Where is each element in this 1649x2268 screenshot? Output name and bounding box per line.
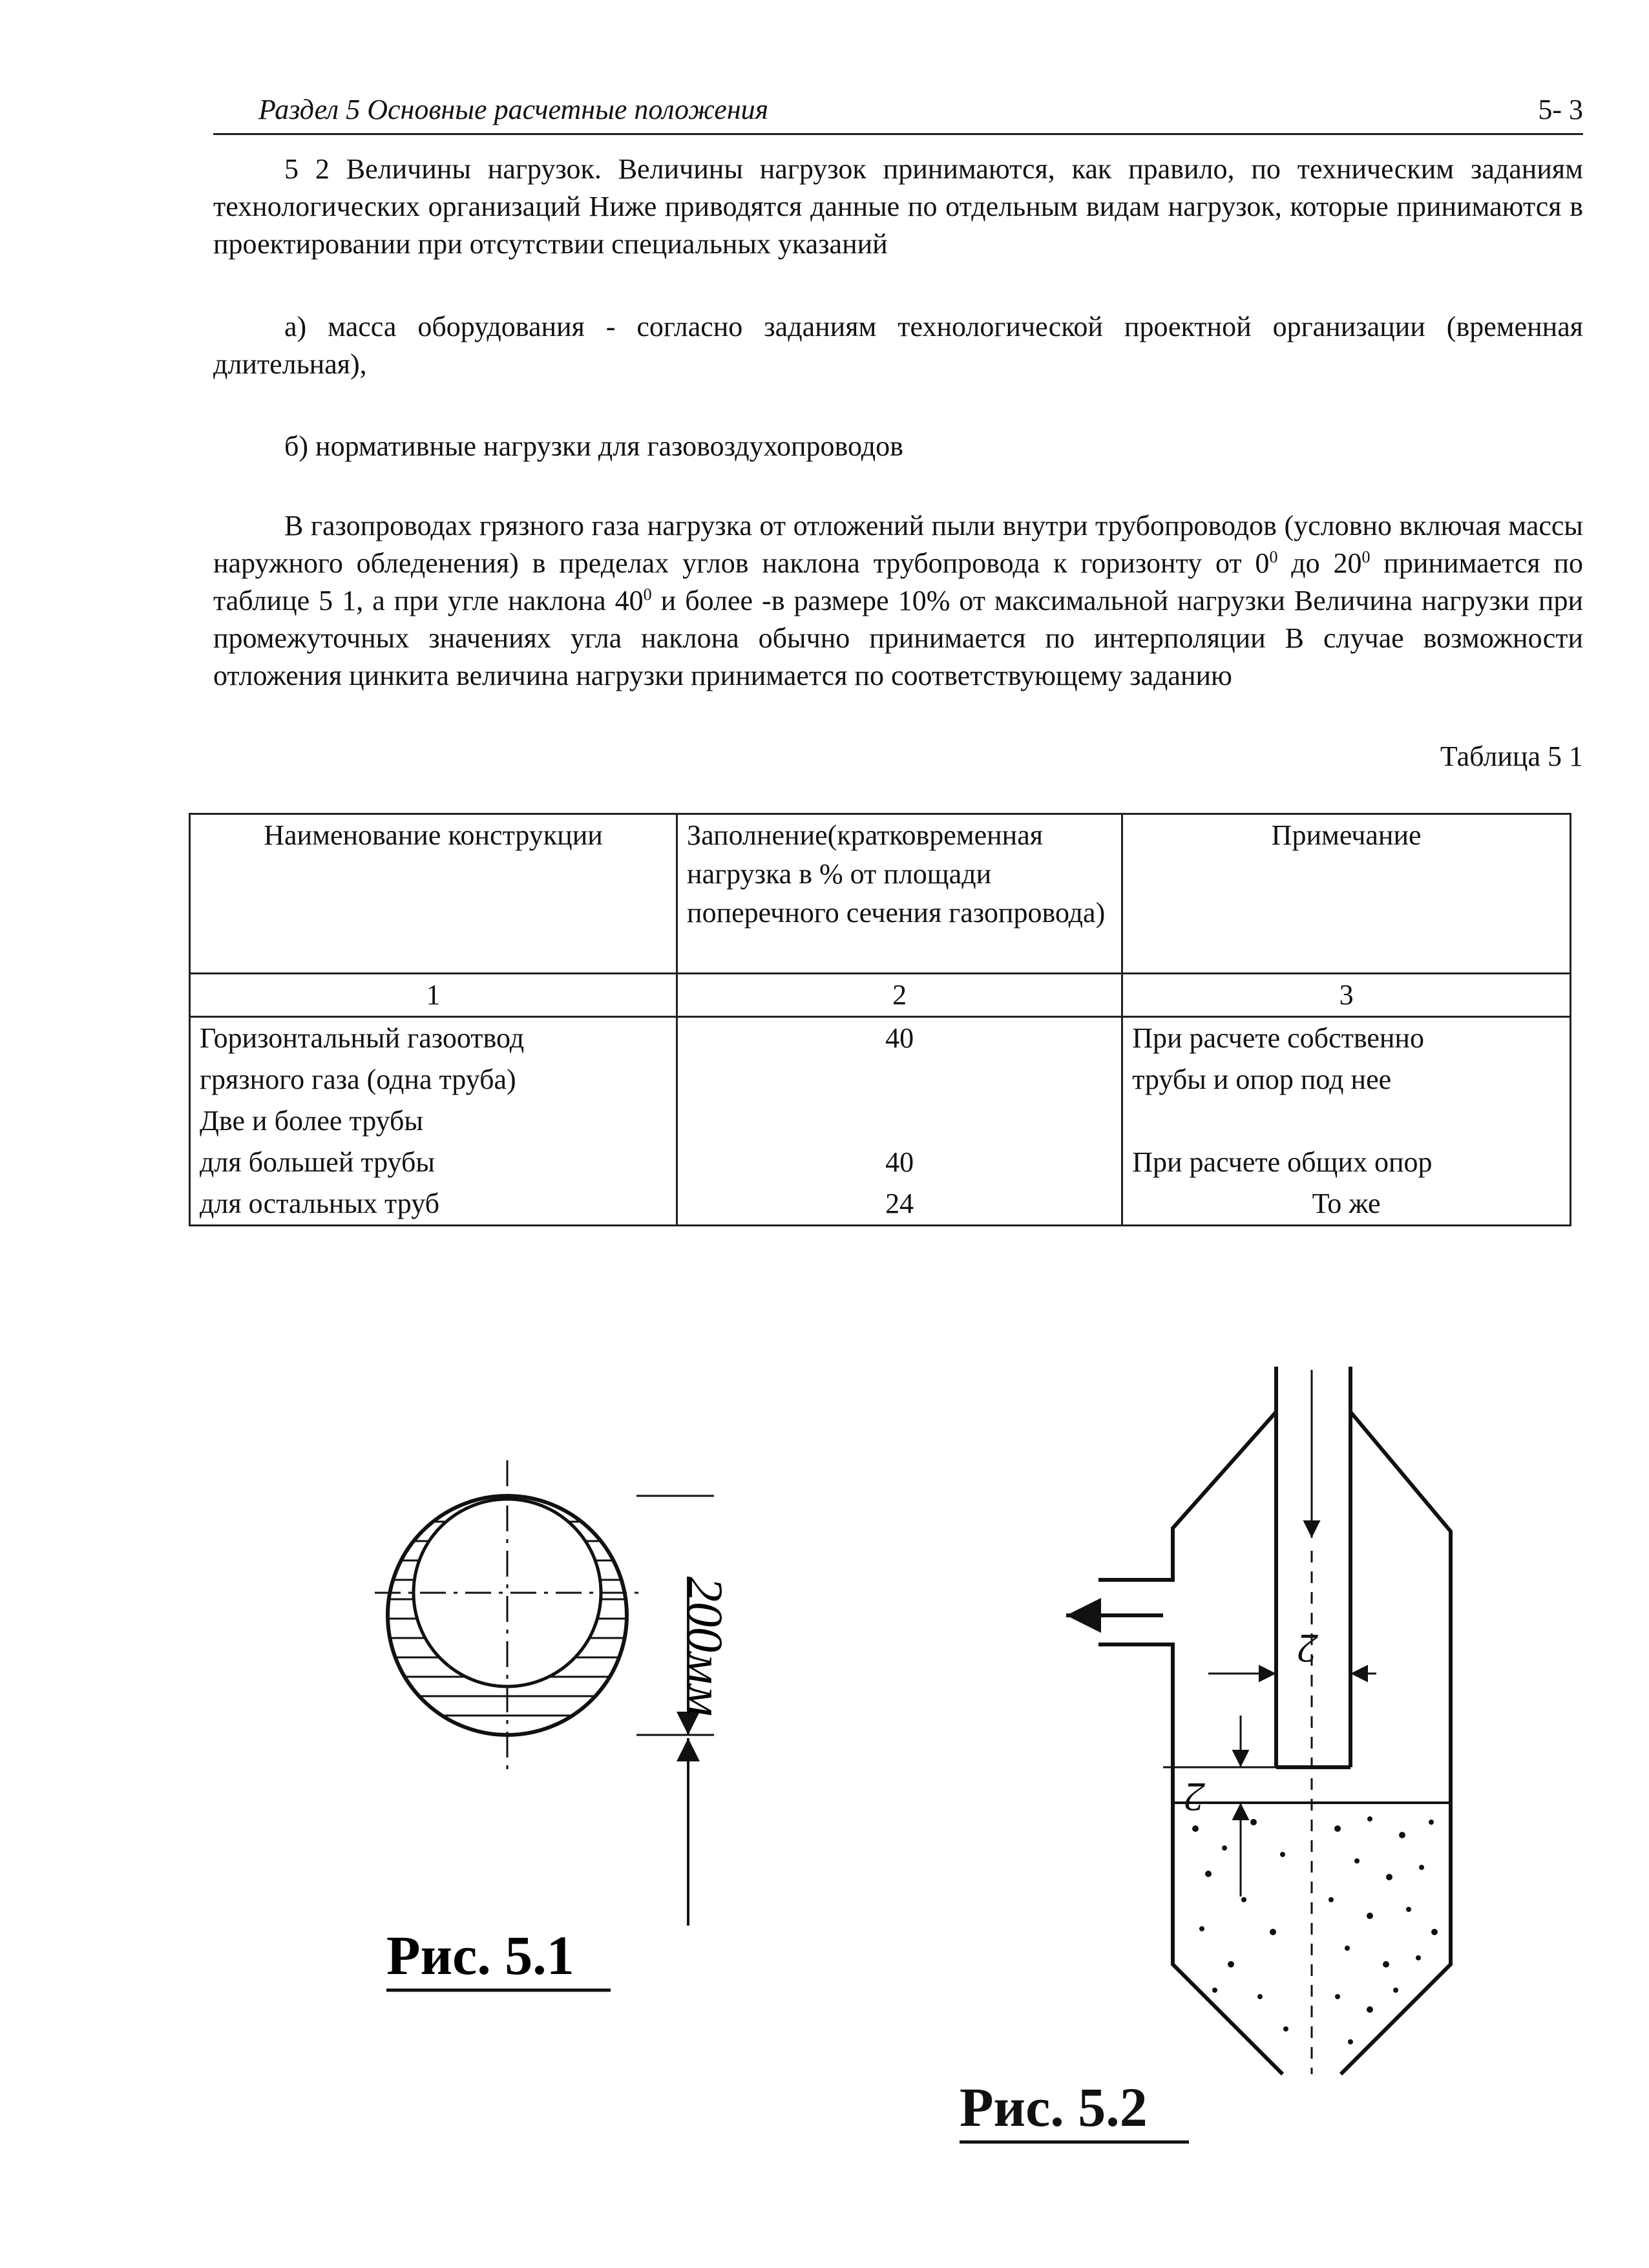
table-caption: Таблица 5 1: [1440, 740, 1583, 772]
vessel-upper-left: [1098, 1412, 1276, 1580]
figure-5-2: [1066, 1367, 1451, 2074]
cell-name: для большей трубы: [190, 1142, 677, 1183]
cell-name: грязного газа (одна труба): [190, 1059, 677, 1100]
cell-note: При расчете собственно: [1122, 1017, 1571, 1060]
paragraph-gas-pipelines: В газопроводах грязного газа нагрузка от отложений пыли внутри трубопроводов (условно включая массы наружного обледенения) в пределах углов наклона трубопровода к горизонту от $0^0$ до $20^0$ принимается по таблице 5 1, а при угле наклона $40^0$ и более -в размере 10% от максимальной нагрузки Величина нагрузки при промежуточных значениях угла наклона обычно принимается по интерполяции В случае возможности отложения цинкита величина нагрузки принимается по соответствующему заданию: [213, 510, 1584, 691]
cell-fill: 40: [677, 1142, 1122, 1183]
column-number: 3: [1122, 974, 1571, 1017]
cell-note: При расчете общих опор: [1122, 1142, 1571, 1183]
figure-caption-5-1: Рис. 5.1: [386, 1924, 574, 1986]
vessel-right: [1341, 1412, 1451, 2074]
figure-5-1: [375, 1409, 733, 1990]
figure-caption-5-2: Рис. 5.2: [960, 2076, 1148, 2138]
header-cell-fill: Заполнение(кратковременная нагрузка в % от площади поперечного сечения газопровода): [677, 814, 1122, 974]
paragraph-b: б) нормативные нагрузки для газовоздухопроводов: [284, 430, 903, 462]
column-number: 2: [677, 974, 1122, 1017]
page-number: 5- 3: [1538, 94, 1583, 125]
cell-note: трубы и опор под нее: [1122, 1059, 1571, 1100]
cell-name: для остальных труб: [190, 1183, 677, 1226]
vessel-lower-left: [1098, 1644, 1283, 2074]
height-label: 2: [1184, 1774, 1205, 1820]
header-cell-construction: Наименование конструкции: [190, 814, 677, 974]
dimension-label: 200мм: [677, 1577, 733, 1717]
dust-particles: [1192, 1816, 1438, 2044]
cell-note: То же: [1122, 1183, 1571, 1226]
gap-label: 2: [1297, 1626, 1318, 1672]
paragraph-5-2: 5 2 Величины нагрузок. Величины нагрузок принимаются, как правило, по техническим заданиям технологических организаций Ниже приводятся данные по отдельным видам нагрузок, которые принимаются в проектировании при отсутствии специальных указаний: [213, 153, 1583, 260]
cell-fill: 40: [677, 1017, 1122, 1060]
header-cell-note: Примечание: [1122, 814, 1571, 974]
section-title: Раздел 5 Основные расчетные положения: [258, 94, 769, 125]
cell-name: Горизонтальный газоотвод: [190, 1017, 677, 1060]
column-number: 1: [190, 974, 677, 1017]
cell-name: Две и более трубы: [190, 1100, 677, 1142]
paragraph-a: а) масса оборудования - согласно заданиям технологической проектной организации (временная длительная),: [213, 311, 1583, 380]
cell-fill: 24: [677, 1183, 1122, 1226]
